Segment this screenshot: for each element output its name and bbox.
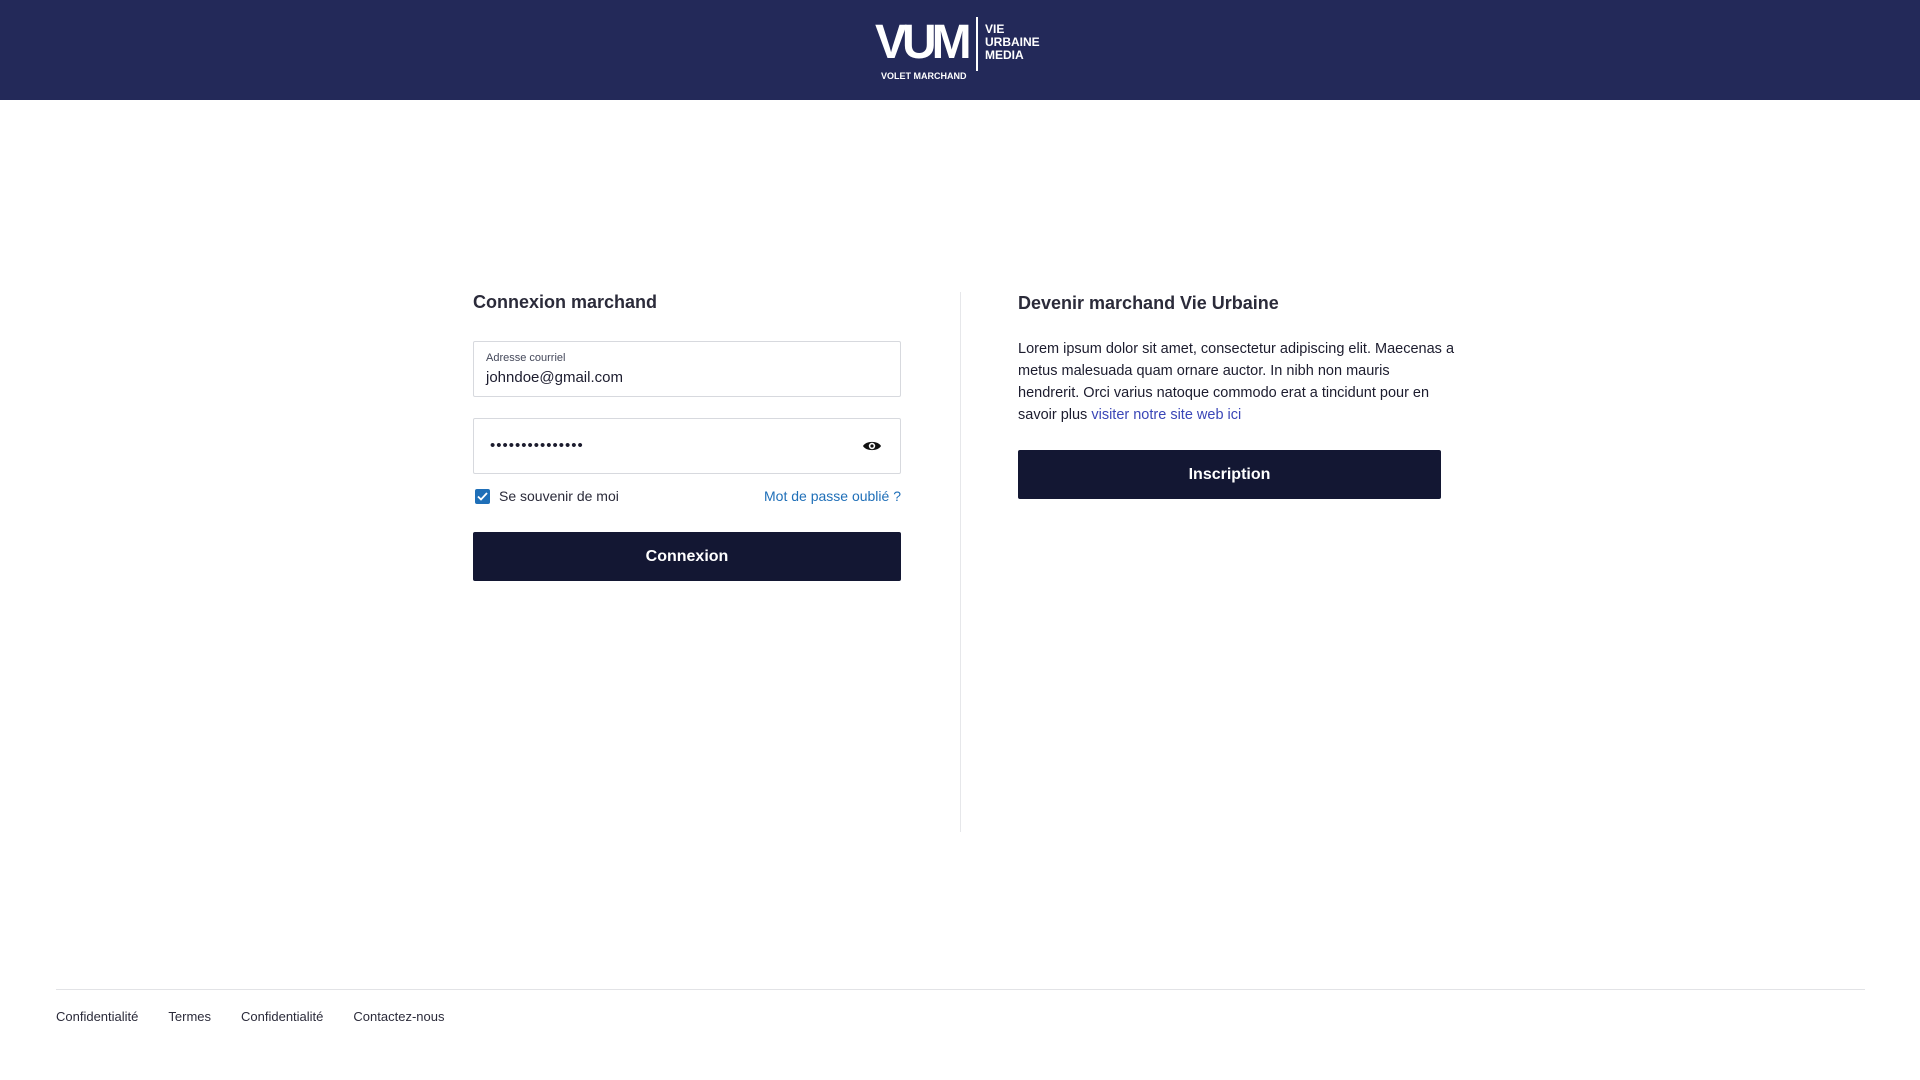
email-value[interactable]: johndoe@gmail.com xyxy=(486,369,623,386)
merchant-login-section xyxy=(473,292,901,565)
column-divider xyxy=(960,292,961,832)
email-label: Adresse courriel xyxy=(486,352,566,364)
signup-description-text: Lorem ipsum dolor sit amet, consectetur adipiscing elit. Maecenas a metus malesuada quam ornare auctor. In nibh non mauris hendrerit. Orci varius natoque commodo erat a tincidunt pour en savoir plus xyxy=(1018,341,1455,423)
footer-link-privacy[interactable]: Confidentialité xyxy=(56,1009,139,1024)
top-header xyxy=(0,0,1920,100)
logo-tagline: VOLET MARCHAND xyxy=(881,71,967,81)
remember-me-label: Se souvenir de moi xyxy=(499,488,619,504)
signup-button[interactable]: Inscription xyxy=(1018,450,1441,499)
password-field[interactable] xyxy=(473,418,901,474)
login-title: Connexion marchand xyxy=(473,292,658,312)
vum-logo[interactable] xyxy=(875,15,1045,85)
login-button[interactable]: Connexion xyxy=(473,532,901,581)
signup-title: Devenir marchand Vie Urbaine xyxy=(1018,293,1279,313)
eye-icon[interactable] xyxy=(862,439,882,453)
logo-word-3: MEDIA xyxy=(985,48,1024,62)
remember-me-checkbox[interactable] xyxy=(475,489,490,504)
forgot-password-link[interactable]: Mot de passe oublié ? xyxy=(764,488,901,504)
remember-me[interactable] xyxy=(475,488,619,504)
logo-word-1: VIE xyxy=(985,22,1005,36)
visit-website-link[interactable]: visiter notre site web ici xyxy=(1091,407,1242,423)
logo-word-2: URBAINE xyxy=(985,35,1040,49)
email-field[interactable] xyxy=(473,341,901,397)
logo-separator xyxy=(976,17,978,71)
footer-divider xyxy=(56,989,1865,990)
signup-description xyxy=(1018,338,1454,426)
footer-link-terms[interactable]: Termes xyxy=(168,1009,212,1024)
footer-nav xyxy=(56,1009,444,1024)
logo-mark: VUM xyxy=(875,16,967,69)
password-value[interactable]: ••••••••••••••• xyxy=(490,437,584,454)
footer-link-contact[interactable]: Contactez-nous xyxy=(353,1009,445,1024)
become-merchant-section xyxy=(1018,293,1455,483)
footer-link-privacy-2[interactable]: Confidentialité xyxy=(241,1009,324,1024)
logo-wordmark xyxy=(985,23,1040,62)
check-icon xyxy=(477,492,488,501)
